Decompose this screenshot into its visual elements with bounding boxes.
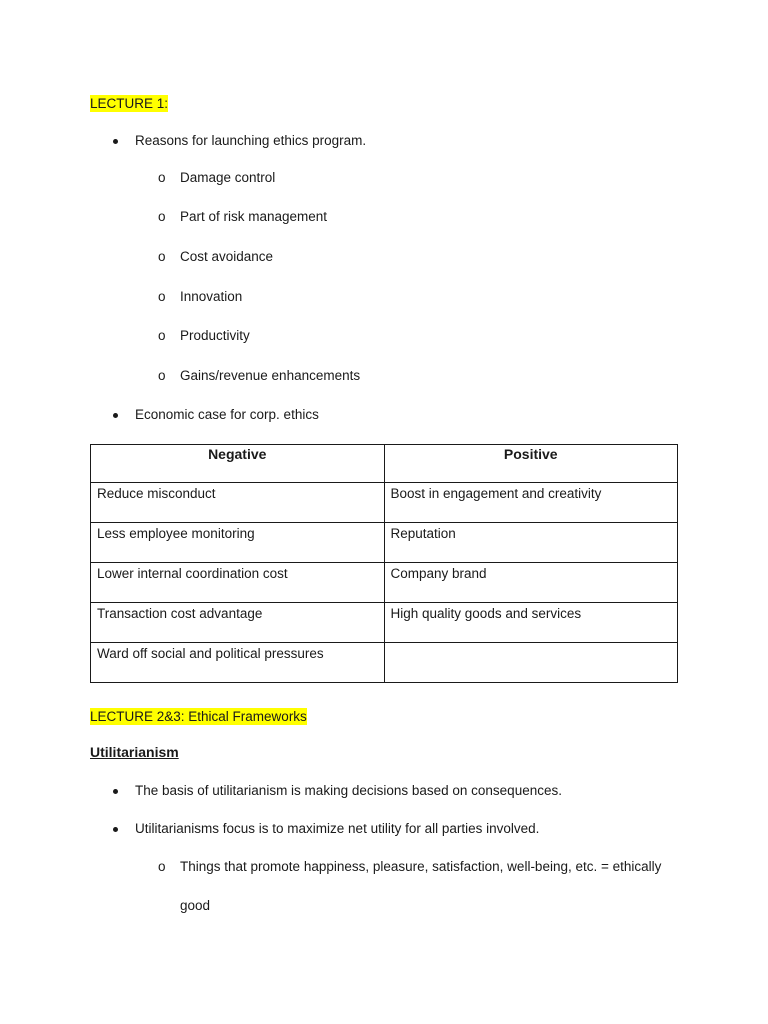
bullet-icon [113, 139, 118, 144]
section-heading-utilitarianism: Utilitarianism [90, 744, 179, 760]
table-cell: Boost in engagement and creativity [384, 483, 678, 523]
column-header-negative: Negative [91, 445, 385, 483]
sub-bullet-icon: o [158, 209, 166, 224]
reason-item: Damage control [180, 170, 276, 185]
reason-item: Gains/revenue enhancements [180, 368, 361, 383]
table-row [91, 643, 678, 683]
lecture-2-3-heading: LECTURE 2&3: Ethical Frameworks [90, 709, 307, 724]
bullet-icon [113, 413, 118, 418]
table-cell: Reputation [384, 523, 678, 563]
sub-item-line-2: good [180, 898, 211, 913]
reason-item: Innovation [180, 289, 243, 304]
column-header-positive: Positive [384, 445, 678, 483]
bullet-reasons: Reasons for launching ethics program. [135, 133, 367, 148]
bullet-icon [113, 827, 118, 832]
lecture-1-heading: LECTURE 1: [90, 96, 169, 111]
table-row [91, 483, 678, 523]
table-cell: Ward off social and political pressures [91, 643, 385, 683]
bullet-focus: Utilitarianisms focus is to maximize net utility for all parties involved. [135, 821, 540, 836]
table-header-row [91, 445, 678, 483]
table-cell: Company brand [384, 563, 678, 603]
table-row [91, 603, 678, 643]
reason-item: Part of risk management [180, 209, 328, 224]
table-cell: High quality goods and services [384, 603, 678, 643]
table-cell: Lower internal coordination cost [91, 563, 385, 603]
bullet-icon [113, 789, 118, 794]
bullet-economic-case: Economic case for corp. ethics [135, 407, 319, 422]
table-cell: Reduce misconduct [91, 483, 385, 523]
table-cell [384, 643, 678, 683]
reason-item: Productivity [180, 328, 250, 343]
sub-bullet-icon: o [158, 249, 166, 264]
sub-item-line-1: Things that promote happiness, pleasure, satisfaction, well-being, etc. = ethically [180, 859, 662, 874]
sub-bullet-icon: o [158, 859, 166, 874]
table-cell: Less employee monitoring [91, 523, 385, 563]
sub-bullet-icon: o [158, 368, 166, 383]
reason-item: Cost avoidance [180, 249, 274, 264]
table-row [91, 523, 678, 563]
sub-bullet-icon: o [158, 289, 166, 304]
sub-bullet-icon: o [158, 170, 166, 185]
sub-bullet-icon: o [158, 328, 166, 343]
table-cell: Transaction cost advantage [91, 603, 385, 643]
economic-case-table [90, 444, 678, 683]
bullet-basis: The basis of utilitarianism is making decisions based on consequences. [135, 783, 562, 798]
table-row [91, 563, 678, 603]
